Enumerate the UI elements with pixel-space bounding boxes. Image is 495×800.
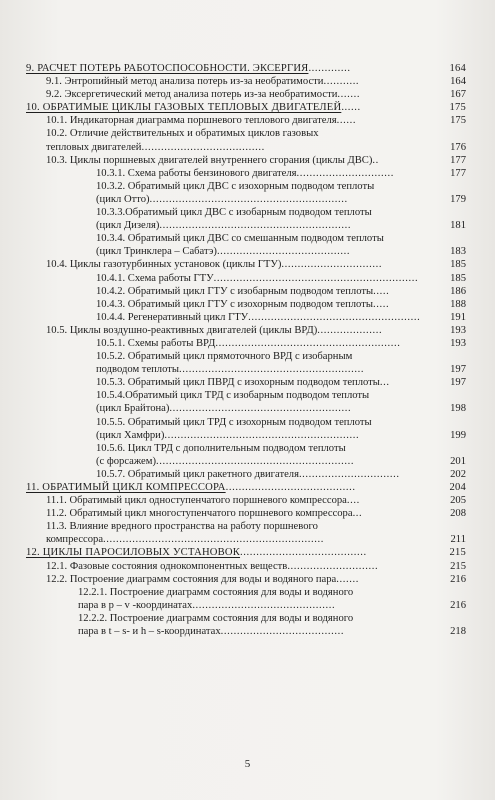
toc-entry-text [96,311,442,324]
page-ref: 185 [450,272,466,284]
toc-entry [26,324,466,337]
toc-entry-text [78,612,442,638]
toc-entry-text [96,272,442,285]
section-title-line2: тепловых двигателей [46,141,142,153]
toc-entry-text [26,481,442,494]
leader-dots: .... [346,495,360,507]
leader-dots: ............................... [281,259,383,271]
toc-entry-text [96,416,442,442]
page-ref: 216 [450,573,466,585]
leader-dots: .................... [317,324,383,336]
toc-entry [26,573,466,586]
leader-dots: ............................................................. [149,193,348,205]
page-ref: 198 [450,403,466,415]
page-ref: 204 [449,482,466,493]
leader-dots: ....... [336,573,359,585]
toc-entry-text [46,114,442,127]
toc-entry [26,232,466,258]
section-title-line2: (цикл Брайтона) [96,403,170,415]
leader-dots: ......................................................... [179,364,365,376]
leader-dots: ............................................................ [164,429,360,441]
section-title: 10.4. Циклы газотурбинных установок (циклы ГТУ) [46,259,282,271]
toc-entry-text [46,324,442,337]
toc-entry-text [78,586,442,612]
toc-entry-text [96,285,442,298]
section-title: 11.2. Обратимый цикл многоступенчатого поршневого компрессора [46,508,353,520]
page-ref: 215 [449,547,466,559]
toc-entry [26,546,466,559]
section-title: 9.2. Эксергетический метод анализа потерь из-за необратимости [46,89,338,101]
leader-dots: .............................. [296,167,394,179]
section-title: 10.3.4. Обратимый цикл ДВС со смешанным подводом теплоты [96,233,384,245]
section-title-continuation [96,455,442,468]
section-title-line2: компрессора [46,534,104,546]
toc-entry-text [46,258,442,271]
table-of-contents [26,62,466,638]
section-title: 10.4.2. Обратимый цикл ГТУ с изобарным подводом теплоты [96,285,374,297]
section-title: 12.2. Построение диаграмм состояния для воды и водяного пара [46,573,337,585]
leader-dots: ........... [323,76,360,88]
leader-dots: ............................................................... [213,272,419,284]
section-title: 10.5. Циклы воздушно-реактивных двигателей (циклы ВРД) [46,324,318,336]
page-ref: 183 [450,246,466,258]
leader-dots: .. [372,154,379,166]
leader-dots: ........................................ [225,482,356,493]
leader-dots: ...... [341,102,361,114]
toc-entry [26,586,466,612]
section-title-line2: (цикл Тринклера – Сабатэ) [96,246,217,258]
section-title-line2: (цикл Дизеля) [96,220,160,232]
toc-entry-text [46,127,442,153]
section-title: 10.3.1. Схема работы бензинового двигателя [96,167,297,179]
section-title: 10.1. Индикаторная диаграмма поршневого теплового двигателя [46,115,337,127]
toc-entry [26,389,466,415]
toc-entry-text [46,560,442,573]
toc-entry-text [26,546,442,559]
toc-entry [26,507,466,520]
section-title: 12.1. Фазовые состояния однокомпонентных веществ [46,560,288,572]
page-ref: 197 [450,364,466,376]
leader-dots: ..... [373,285,390,297]
toc-entry [26,376,466,389]
page-ref: 175 [450,115,466,127]
page-ref: 177 [450,154,466,166]
toc-entry-text [96,389,442,415]
page-ref: 181 [450,220,466,232]
page-ref: 202 [450,468,466,480]
section-title: 10.5.2. Обратимый цикл прямоточного ВРД с изобарным [96,351,353,363]
section-title: 10.5.5. Обратимый цикл ТРД с изохорным подводом теплоты [96,416,372,428]
toc-entry-text [96,180,442,206]
toc-entry [26,206,466,232]
chapter-title: 12. ЦИКЛЫ ПАРОСИЛОВЫХ УСТАНОВОК [26,547,241,559]
page-ref: 205 [450,495,466,507]
toc-entry [26,258,466,271]
toc-entry [26,298,466,311]
toc-entry [26,481,466,494]
section-title-continuation [96,245,442,258]
chapter-title: 9. РАСЧЕТ ПОТЕРЬ РАБОТОСПОСОБНОСТИ. ЭКСЕРГИЯ [26,63,309,74]
toc-entry-text [46,494,442,507]
toc-entry [26,311,466,324]
leader-dots: ...................................... [220,626,345,638]
leader-dots: ............................................ [192,599,336,611]
toc-entry [26,612,466,638]
toc-entry-text [96,298,442,311]
chapter-title: 10. ОБРАТИМЫЕ ЦИКЛЫ ГАЗОВЫХ ТЕПЛОВЫХ ДВИГАТЕЛЕЙ [26,102,342,114]
section-title: 9.1. Энтропийный метод анализа потерь из-за необратимости [46,76,324,88]
toc-entry [26,442,466,468]
toc-entry [26,62,466,75]
section-title-line2: пара в t – s- и h – s-координатах [78,626,221,638]
section-title-continuation [46,141,442,154]
toc-entry-text [46,520,442,546]
section-title-continuation [96,219,442,232]
section-title: 10.5.4.Обратимый цикл ТРД с изобарным подводом теплоты [96,390,370,402]
toc-entry-text [26,62,442,75]
leader-dots: ..... [372,298,390,310]
leader-dots: ..................................................... [248,311,421,323]
section-title: 12.2.2. Построение диаграмм состояния для воды и водяного [78,612,354,624]
toc-entry [26,494,466,507]
section-title-line2: пара в p – v -координатах [78,599,193,611]
section-title-continuation [96,429,442,442]
toc-entry [26,468,466,481]
page-ref: 179 [450,193,466,205]
page-ref: 208 [450,508,466,520]
toc-entry [26,520,466,546]
page-ref: 185 [450,259,466,271]
page-ref: 197 [450,377,466,389]
leader-dots: ...................................... [141,141,265,153]
toc-entry-text [96,442,442,468]
leader-dots: ............. [308,63,351,74]
page-ref: 164 [449,63,466,74]
section-title: 10.4.3. Обратимый цикл ГТУ с изохорным подводом теплоты [96,298,373,310]
leader-dots: ...... [336,115,357,127]
leader-dots: ............................ [287,560,379,572]
toc-entry [26,167,466,180]
toc-entry [26,272,466,285]
page-ref: 167 [450,89,466,101]
toc-entry [26,154,466,167]
leader-dots: ... [379,377,390,389]
leader-dots: ......................................... [216,246,351,258]
toc-entry-text [46,75,442,88]
leader-dots: ............................... [298,468,400,480]
toc-entry-text [96,350,442,376]
toc-entry-text [46,507,442,520]
section-title-line2: подводом теплоты [96,364,180,376]
section-title: 10.3.3.Обратимый цикл ДВС с изобарным подводом теплоты [96,207,372,219]
page-ref: 218 [450,626,466,638]
toc-entry-text [96,337,442,350]
section-title-line2: (цикл Отто) [96,193,150,205]
toc-entry-text [96,468,442,481]
section-title-line2: (с форсажем) [96,455,156,467]
section-title-continuation [96,193,442,206]
section-title: 10.4.4. Регенеративный цикл ГТУ [96,311,249,323]
section-title-line2: (цикл Хамфри) [96,429,165,441]
section-title: 11.3. Влияние вредного пространства на работу поршневого [46,521,318,533]
section-title-continuation [46,533,442,546]
page-ref: 193 [450,337,466,349]
page-ref: 191 [450,311,466,323]
leader-dots: ........................................................ [169,403,352,415]
toc-entry-text [46,154,442,167]
toc-entry [26,88,466,101]
section-title-continuation [78,599,442,612]
page-ref: 199 [450,429,466,441]
page-ref: 176 [450,141,466,153]
page-number: 5 [244,758,251,770]
section-title: 10.3.2. Обратимый цикл ДВС с изохорным подводом теплоты [96,180,375,192]
section-title-continuation [78,625,442,638]
toc-entry [26,560,466,573]
section-title: 10.5.6. Цикл ТРД с дополнительным подводом теплоты [96,442,346,454]
leader-dots: ........................................................... [159,220,352,232]
page-ref: 211 [450,534,466,546]
section-title-continuation [96,402,442,415]
section-title: 10.5.1. Схемы работы ВРД [96,337,216,349]
page-ref: 215 [450,560,466,572]
toc-entry [26,285,466,298]
toc-entry-text [96,167,442,180]
leader-dots: ... [352,508,363,520]
toc-entry-text [26,101,442,114]
page-ref: 175 [449,102,466,114]
chapter-title: 11. ОБРАТИМЫЙ ЦИКЛ КОМПРЕССОРА [26,482,226,493]
page-ref: 216 [450,599,466,611]
toc-entry [26,101,466,114]
toc-entry-text [96,232,442,258]
toc-entry [26,180,466,206]
page-ref: 188 [450,298,466,310]
toc-entry-text [96,206,442,232]
toc-entry [26,337,466,350]
toc-entry [26,114,466,127]
section-title: 10.4.1. Схема работы ГТУ [96,272,214,284]
leader-dots: ....... [337,89,361,101]
section-title: 10.5.7. Обратимый цикл ракетного двигателя [96,468,299,480]
page-ref: 177 [450,167,466,179]
leader-dots: .................................................................... [103,534,324,546]
section-title-continuation [96,363,442,376]
leader-dots: ......................................................... [215,337,401,349]
toc-entry [26,127,466,153]
leader-dots: ............................................................. [155,455,355,467]
leader-dots: ....................................... [240,547,367,559]
page-ref: 193 [450,324,466,336]
section-title: 11.1. Обратимый цикл одноступенчатого поршневого компрессора [46,495,347,507]
toc-entry-text [46,88,442,101]
page-ref: 201 [450,455,466,467]
toc-entry-text [46,573,442,586]
section-title: 10.5.3. Обратимый цикл ПВРД с изохорным подводом теплоты [96,377,380,389]
section-title: 10.3. Циклы поршневых двигателей внутреннего сгорания (циклы ДВС) [46,154,373,166]
page-ref: 186 [450,285,466,297]
section-title: 10.2. Отличие действительных и обратимых циклов газовых [46,128,319,140]
toc-entry [26,75,466,88]
section-title: 12.2.1. Построение диаграмм состояния для воды и водяного [78,586,354,598]
toc-entry-text [96,376,442,389]
toc-entry [26,416,466,442]
page-ref: 164 [450,76,466,88]
toc-entry [26,350,466,376]
